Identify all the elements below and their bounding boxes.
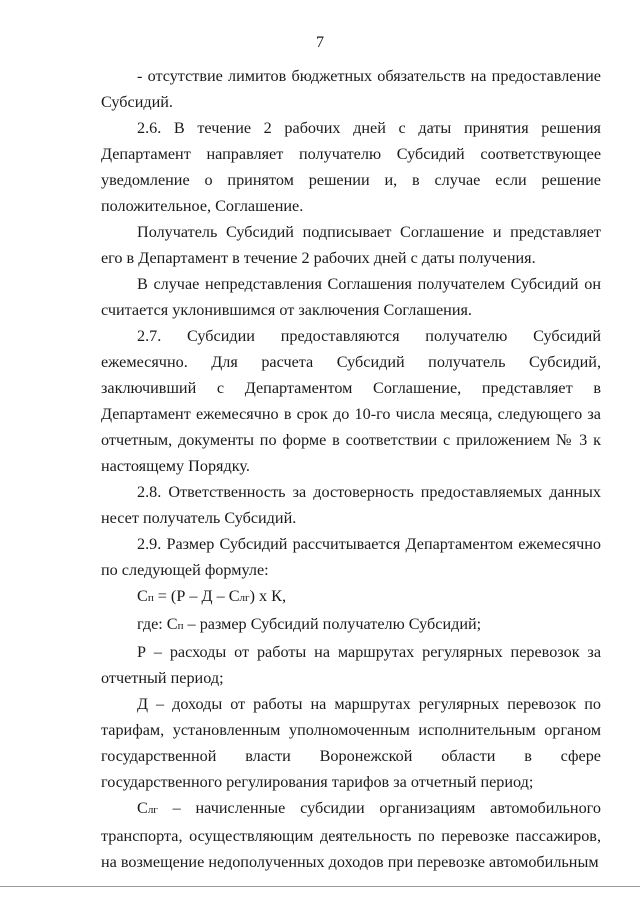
paragraph-non-submission: В случае непредставления Соглашения получателем Субсидий он считается уклонившимся от заключения Соглашения. <box>101 275 601 319</box>
document-body <box>101 63 601 875</box>
where-sub-p: п <box>177 620 184 632</box>
paragraph-2-6: 2.6. В течение 2 рабочих дней с даты принятия решения Департамент направляет получателю Субсидий соответствующее уведомление о принятом решении и, в случае если решение положительное, Соглашение. <box>101 119 601 215</box>
paragraph-2-9: 2.9. Размер Субсидий рассчитывается Департаментом ежемесячно по следующей формуле: <box>101 535 601 579</box>
paragraph-recipient-signs: Получатель Субсидий подписывает Соглашение и представляет его в Департамент в течение 2 рабочих дней с даты получения. <box>101 223 601 267</box>
paragraph-2-7: 2.7. Субсидии предоставляются получателю Субсидий ежемесячно. Для расчета Субсидий получатель Субсидий, заключивший с Департаментом Соглашение, представляет в Департамент ежемесячно в срок до 10-го числа месяца, следующего за отчетным, документы по форме в соответствии с приложением № 3 к настоящему Порядку. <box>101 327 601 475</box>
where-prefix: где: С <box>137 615 178 633</box>
formula-sub-lg: лг <box>239 592 250 604</box>
clg-rest: – начисленные субсидии организациям автомобильного транспорта, осуществляющим деятельность по перевозке пассажиров, на возмещение недополученных доходов при перевозке автомобильным <box>101 799 601 871</box>
formula-end: ) х К, <box>249 587 286 605</box>
formula-sub-p: п <box>147 592 154 604</box>
clg-sub: лг <box>147 804 158 816</box>
paragraph-2-8: 2.8. Ответственность за достоверность предоставляемых данных несет получатель Субсидий. <box>101 483 601 527</box>
clg-c: С <box>137 799 148 817</box>
definition-d: Д – доходы от работы на маршрутах регулярных перевозок по тарифам, установленным уполномоченным исполнительным органом государственной власти Воронежской области в сфере государственного регулирования тарифов за отчетный период; <box>101 695 601 791</box>
definition-clg <box>101 795 601 875</box>
definition-cp <box>101 611 601 639</box>
page-number: 7 <box>316 34 324 51</box>
where-rest: – размер Субсидий получателю Субсидий; <box>183 615 482 633</box>
formula-c: С <box>137 587 148 605</box>
subsidy-formula <box>101 583 601 611</box>
bottom-divider <box>0 886 640 887</box>
definition-r: Р – расходы от работы на маршрутах регулярных перевозок за отчетный период; <box>101 643 601 687</box>
paragraph-limits: - отсутствие лимитов бюджетных обязательств на предоставление Субсидий. <box>101 67 601 111</box>
formula-mid: = (Р – Д – С <box>153 587 240 605</box>
